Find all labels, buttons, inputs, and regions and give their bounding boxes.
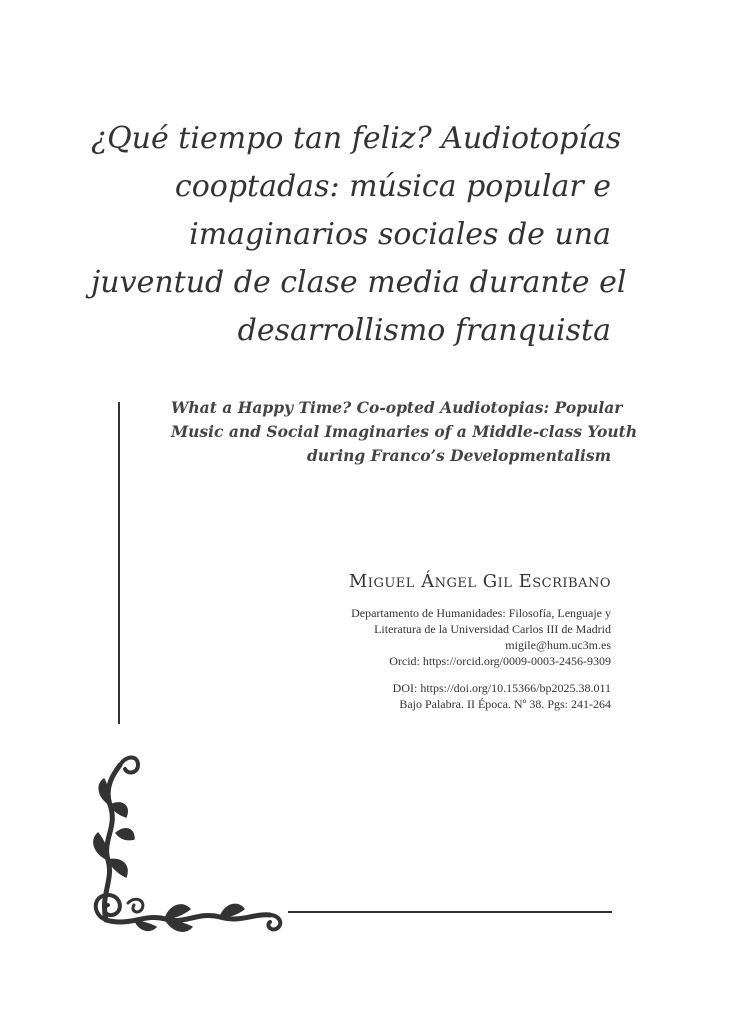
subtitle-line: What a Happy Time? Co-opted Audiotopias: Popular [171, 398, 623, 417]
article-title-es [91, 115, 627, 355]
article-title-en [171, 396, 638, 468]
author-orcid: Orcid: https://orcid.org/0009-0003-2456-9309 [389, 654, 611, 668]
horizontal-rule [288, 911, 612, 913]
title-line: desarrollismo franquista [237, 313, 611, 348]
title-line: imaginarios sociales de una [189, 217, 611, 252]
affiliation-line: Departamento de Humanidades: Filosofía, Lenguaje y [351, 606, 611, 620]
doi-line: DOI: https://doi.org/10.15366/bp2025.38.011 [392, 681, 611, 695]
affiliation-line: Literatura de la Universidad Carlos III de Madrid [374, 622, 611, 636]
publication-info [211, 680, 611, 712]
title-line: cooptadas: música popular e [174, 169, 611, 204]
subtitle-line: during Franco’s Developmentalism [306, 446, 611, 465]
author-name: Miguel Ángel Gil Escribano [348, 571, 611, 592]
subtitle-line: Music and Social Imaginaries of a Middle-class Youth [171, 422, 638, 441]
floral-corner-ornament-icon [80, 745, 290, 940]
title-line: juventud de clase media durante el [91, 265, 627, 300]
title-line: ¿Qué tiempo tan feliz? Audiotopías [91, 121, 622, 156]
journal-line: Bajo Palabra. II Época. Nº 38. Pgs: 241-264 [399, 697, 611, 711]
vertical-rule [118, 402, 120, 724]
author-email: migile@hum.uc3m.es [505, 638, 611, 652]
author-affiliation [211, 605, 611, 669]
